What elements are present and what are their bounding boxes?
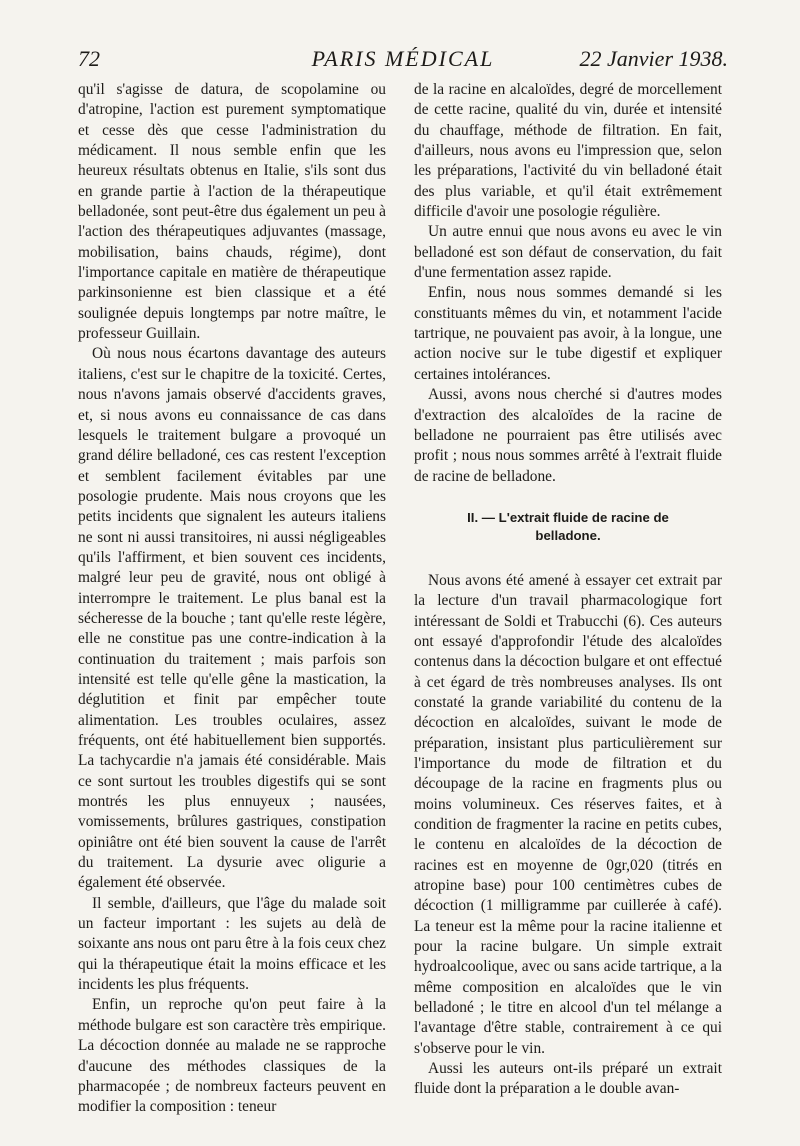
- left-column: [78, 80, 386, 1118]
- paragraph: Aussi les auteurs ont-ils préparé un extrait fluide dont la préparation a le double avan-: [414, 1060, 722, 1098]
- paragraph: de la racine en alcaloïdes, degré de morcellement de cette racine, qualité du vin, durée et intensité du chauffage, méthode de filtration. En fait, d'ailleurs, nous avons eu l'impression que, selon les préparations, l'activité du vin belladoné était des plus variable, et qu'il était extrêmement difficile d'avoir une posologie régulière.: [414, 81, 722, 221]
- right-column: [414, 80, 722, 1100]
- paragraph: Enfin, un reproche qu'on peut faire à la méthode bulgare est son caractère très empirique. La décoction donnée au malade ne se rapproche d'aucune des méthodes classiques de la pharmacopée ; de nombreux facteurs peuvent en modifier la composition : teneur: [78, 996, 386, 1116]
- paragraph: Un autre ennui que nous avons eu avec le vin belladoné est son défaut de conservation, du fait d'une fermentation assez rapide.: [414, 223, 722, 282]
- paragraph: Où nous nous écartons davantage des auteurs italiens, c'est sur le chapitre de la toxicité. Certes, nous n'avons jamais observé d'accidents graves, et, si nous avons eu connaissance de cas dans lesquels le traitement bulgare a provoqué un grand délire belladoné, ces cas restent l'exception et semblent facilement évitables par une posologie prudente. Mais nous croyons que les petits incidents que signalent les auteurs italiens ne sont ni aussi transitoires, ni aussi négligeables qu'ils l'affirment, et bien souvent ces incidents, malgré leur peu de gravité, nous ont obligé à interrompre le traitement. Le plus banal est la sécheresse de la bouche ; tant qu'elle reste légère, elle ne constitue pas une contre-indication à la continuation du traitement ; mais parfois son intensité est telle qu'elle gêne la mastication, la déglutition et finit par empêcher toute alimentation. Les troubles oculaires, assez fréquents, ont été habituellement bien supportés. La tachycardie n'a jamais été considérable. Mais ce sont surtout les troubles digestifs qui se sont montrés les plus ennuyeux ; nausées, vomissements, brûlures gastriques, constipation opiniâtre ont été bien souvent la cause de l'arrêt du traitement. La dysurie avec oligurie a également été observée.: [78, 345, 386, 892]
- section-heading: II. — L'extrait fluide de racine de belladone.: [467, 509, 669, 543]
- paragraph: Aussi, avons nous cherché si d'autres modes d'extraction des alcaloïdes de la racine de belladone ne pourraient pas être utilisés avec profit ; nous nous sommes arrêté à l'extrait fluide de racine de belladone.: [414, 386, 722, 485]
- page-number: 72: [78, 46, 100, 71]
- issue-date: 22 Janvier 1938.: [579, 46, 728, 71]
- paragraph: Il semble, d'ailleurs, que l'âge du malade soit un facteur important : les sujets au delà de soixante ans nous ont paru être à la fois ceux chez qui la thérapeutique était la moins efficace et les incidents les plus fréquents.: [78, 894, 386, 994]
- paragraph: qu'il s'agisse de datura, de scopolamine ou d'atropine, l'action est purement symptomatique et cesse dès que cesse l'administration du médicament. Il nous semble enfin que les heureux résultats obtenus en Italie, s'ils sont dus en grande partie à l'action de la thérapeutique belladonée, sont peut-être dus également un peu à l'action des thérapeutiques adjuvantes (massage, mobilisation, bains chauds, régime), dont l'importance capitale en matière de thérapeutique parkinsonienne est bien classique et a été soulignée depuis longtemps par notre maître, le professeur Guillain.: [78, 81, 386, 343]
- running-head: [78, 44, 728, 74]
- paragraph: Nous avons été amené à essayer cet extrait par la lecture d'un travail pharmacologique fort intéressant de Soldi et Trabucchi (6). Ces auteurs ont essayé d'approfondir l'étude des alcaloïdes contenus dans la décoction bulgare et ont effectué à cet égard de très nombreuses analyses. Ils ont constaté la grande variabilité du contenu de la décoction en alcaloïdes, suivant le mode de préparation, insistant plus particulièrement sur l'importance du mode de filtration et du découpage de la racine en fragments plus ou moins volumineux. Ces réserves faites, et à condition de fragmenter la racine en petits cubes, le contenu en alcaloïdes de la décoction de racines est en moyenne de 0gr,020 (titrés en atropine base) pour 100 centimètres cubes de décoction (1 milligramme par cuillerée à café). La teneur est la même pour la racine italienne et pour la racine bulgare. Un simple extrait hydroalcoolique, avec ou sans acide tartrique, a la même composition en alcaloïdes que le vin belladoné ; le titre en alcool d'un tel mélange a l'avantage d'être stable, contrairement à ce qui s'observe pour le vin.: [414, 571, 722, 1057]
- paragraph: Enfin, nous nous sommes demandé si les constituants mêmes du vin, et notamment l'acide tartrique, ne pouvaient pas avoir, à la longue, une action nocive sur le tube digestif et expliquer certaines intolérances.: [414, 284, 722, 383]
- journal-title: PARIS MÉDICAL: [311, 46, 495, 71]
